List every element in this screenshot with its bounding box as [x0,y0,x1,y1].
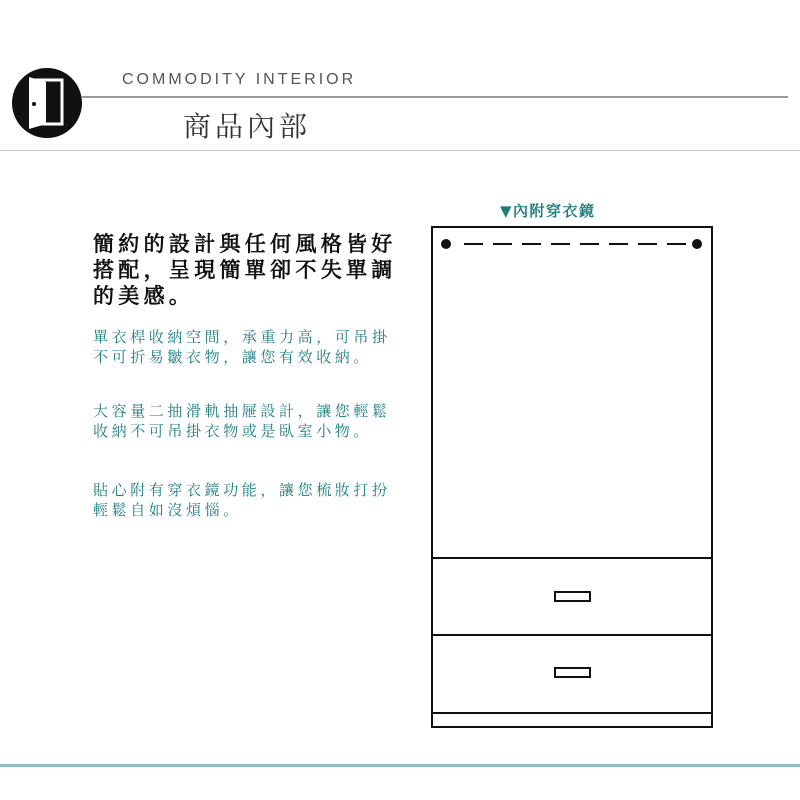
headline-line: 搭配，呈現簡單卻不失單調 [93,258,397,282]
header-bottom-divider [0,150,800,151]
feature-drawers [93,401,391,441]
rod-end-right [692,239,702,249]
feature-hanging-rod [93,327,391,367]
mirror-caption: ▼內附穿衣鏡 [500,202,596,220]
feature-line: 大容量二抽滑軌抽屜設計，讓您輕鬆 [93,402,391,420]
wardrobe-diagram [428,223,718,733]
intro-headline [93,231,397,309]
door-open-icon [12,68,82,138]
feature-line: 單衣桿收納空間，承重力高，可吊掛 [93,328,391,346]
wardrobe-outline [432,227,712,727]
feature-line: 不可折易皺衣物，讓您有效收納。 [93,348,373,366]
footer-divider [0,764,800,767]
headline-line: 的美感。 [93,284,195,308]
headline-line: 簡約的設計與任何風格皆好 [93,232,397,256]
door-knob [32,102,36,106]
section-title-zh: 商品內部 [183,110,312,143]
section-title-en: COMMODITY INTERIOR [122,71,357,88]
feature-line: 貼心附有穿衣鏡功能，讓您梳妝打扮 [93,481,391,499]
feature-line: 輕鬆自如沒煩惱。 [93,501,242,519]
header-divider [82,96,788,98]
feature-mirror [93,480,391,520]
rod-end-left [441,239,451,249]
door-leaf [29,77,46,129]
feature-line: 收納不可吊掛衣物或是臥室小物。 [93,422,373,440]
